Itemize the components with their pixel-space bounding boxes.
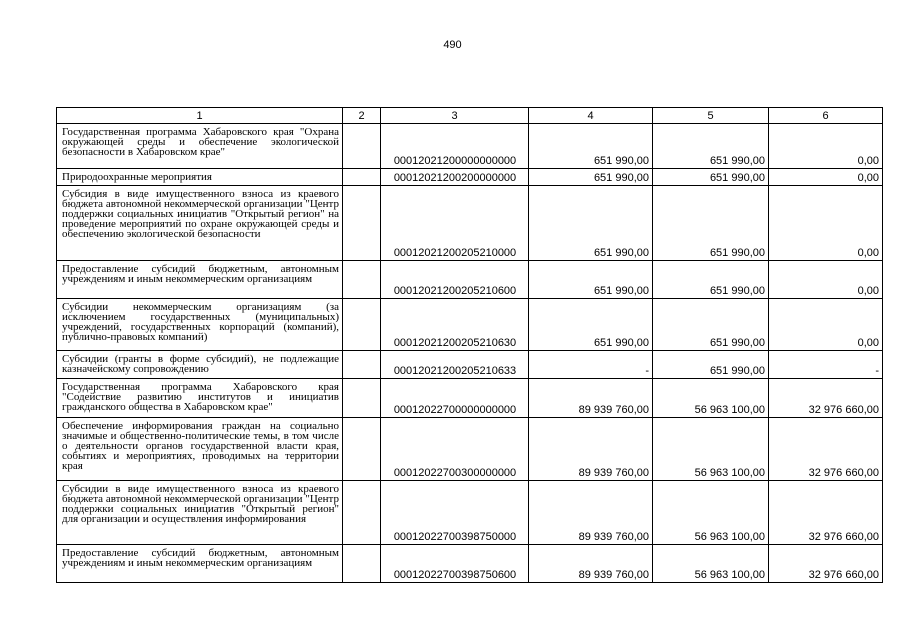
row-value-6: 32 976 660,00 <box>769 481 883 545</box>
row-code: 00012021200205210600 <box>381 261 529 299</box>
row-value-6: - <box>769 351 883 379</box>
table-row <box>57 124 883 169</box>
row-name: Государственная программа Хабаровского края "Охрана окружающей среды и обеспечение экологической безопасности в Хабаровском крае" <box>57 124 343 169</box>
row-value-4: - <box>529 351 653 379</box>
row-value-5: 56 963 100,00 <box>653 545 769 583</box>
table-row <box>57 418 883 481</box>
row-value-6: 32 976 660,00 <box>769 545 883 583</box>
row-col2 <box>343 261 381 299</box>
row-value-5: 651 990,00 <box>653 351 769 379</box>
column-header-4: 4 <box>529 108 653 124</box>
row-col2 <box>343 186 381 261</box>
row-code: 00012022700300000000 <box>381 418 529 481</box>
row-col2 <box>343 351 381 379</box>
row-value-4: 651 990,00 <box>529 299 653 351</box>
header-row <box>57 108 883 124</box>
row-value-5: 56 963 100,00 <box>653 418 769 481</box>
row-value-6: 0,00 <box>769 169 883 186</box>
row-value-4: 89 939 760,00 <box>529 545 653 583</box>
row-value-6: 0,00 <box>769 299 883 351</box>
row-name: Государственная программа Хабаровского края "Содействие развитию институтов и инициатив гражданского общества в Хабаровском крае" <box>57 379 343 418</box>
row-col2 <box>343 481 381 545</box>
row-value-5: 651 990,00 <box>653 299 769 351</box>
row-name: Субсидия в виде имущественного взноса из краевого бюджета автономной некоммерческой организации "Центр поддержки социальных инициатив "Открытый регион" на проведение мероприятий по охране окружающей среды и обеспечению экологической безопасности <box>57 186 343 261</box>
row-value-4: 89 939 760,00 <box>529 379 653 418</box>
column-header-2: 2 <box>343 108 381 124</box>
row-col2 <box>343 299 381 351</box>
row-col2 <box>343 418 381 481</box>
row-name: Субсидии некоммерческим организациям (за исключением государственных (муниципальных) учреждений, государственных корпораций (компаний), публично-правовых компаний) <box>57 299 343 351</box>
budget-table <box>56 107 883 583</box>
row-code: 00012022700398750000 <box>381 481 529 545</box>
row-col2 <box>343 545 381 583</box>
row-value-5: 651 990,00 <box>653 186 769 261</box>
column-header-5: 5 <box>653 108 769 124</box>
row-value-4: 89 939 760,00 <box>529 481 653 545</box>
table-row <box>57 169 883 186</box>
row-code: 00012021200205210000 <box>381 186 529 261</box>
row-col2 <box>343 124 381 169</box>
row-code: 00012021200200000000 <box>381 169 529 186</box>
row-name: Обеспечение информирования граждан на социально значимые и общественно-политические темы, в том числе о деятельности органов государственной власти края, событиях и мероприятиях, проводимых на территории края <box>57 418 343 481</box>
row-value-4: 651 990,00 <box>529 169 653 186</box>
row-col2 <box>343 379 381 418</box>
column-header-3: 3 <box>381 108 529 124</box>
row-name: Субсидии (гранты в форме субсидий), не подлежащие казначейскому сопровождению <box>57 351 343 379</box>
row-value-5: 651 990,00 <box>653 124 769 169</box>
row-code: 00012021200205210630 <box>381 299 529 351</box>
row-name: Предоставление субсидий бюджетным, автономным учреждениям и иным некоммерческим организациям <box>57 545 343 583</box>
row-value-4: 651 990,00 <box>529 261 653 299</box>
table-row <box>57 379 883 418</box>
row-value-6: 32 976 660,00 <box>769 418 883 481</box>
row-value-6: 0,00 <box>769 124 883 169</box>
row-value-6: 0,00 <box>769 261 883 299</box>
table-row <box>57 186 883 261</box>
row-value-6: 32 976 660,00 <box>769 379 883 418</box>
row-code: 00012021200000000000 <box>381 124 529 169</box>
page-number: 490 <box>443 39 462 51</box>
row-code: 00012022700000000000 <box>381 379 529 418</box>
row-value-5: 651 990,00 <box>653 261 769 299</box>
row-value-5: 651 990,00 <box>653 169 769 186</box>
row-code: 00012022700398750600 <box>381 545 529 583</box>
row-value-4: 89 939 760,00 <box>529 418 653 481</box>
row-value-4: 651 990,00 <box>529 124 653 169</box>
column-header-6: 6 <box>769 108 883 124</box>
table-row <box>57 299 883 351</box>
table-row <box>57 261 883 299</box>
table-row <box>57 545 883 583</box>
row-col2 <box>343 169 381 186</box>
table-row <box>57 481 883 545</box>
row-name: Субсидии в виде имущественного взноса из краевого бюджета автономной некоммерческой организации "Центр поддержки социальных инициатив "Открытый регион" для организации и осуществления информирования <box>57 481 343 545</box>
row-value-4: 651 990,00 <box>529 186 653 261</box>
row-value-5: 56 963 100,00 <box>653 481 769 545</box>
row-value-5: 56 963 100,00 <box>653 379 769 418</box>
row-value-6: 0,00 <box>769 186 883 261</box>
column-header-1: 1 <box>57 108 343 124</box>
table-row <box>57 351 883 379</box>
row-name: Природоохранные мероприятия <box>57 169 343 186</box>
row-name: Предоставление субсидий бюджетным, автономным учреждениям и иным некоммерческим организациям <box>57 261 343 299</box>
row-code: 00012021200205210633 <box>381 351 529 379</box>
